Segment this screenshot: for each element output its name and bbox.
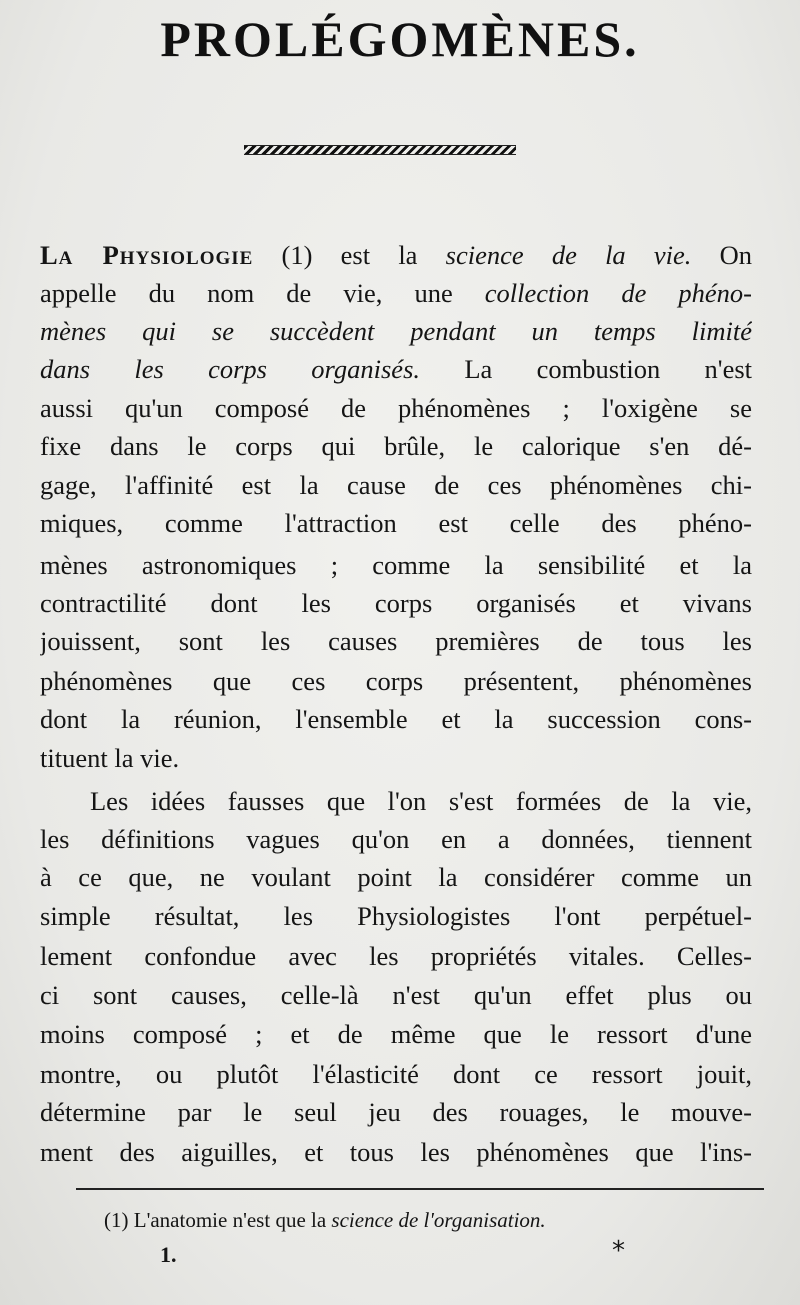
text-run-italic: science de la vie.	[445, 240, 692, 270]
text-run: On	[691, 240, 752, 270]
text-line: ment des aiguilles, et tous les phénomènes que l'ins-	[40, 1137, 752, 1167]
text-line: détermine par le seul jeu des rouages, le mouve-	[40, 1097, 752, 1127]
text-line: jouissent, sont les causes premières de tous les	[40, 626, 752, 656]
text-line: simple résultat, les Physiologistes l'ont perpétuel-	[40, 901, 752, 931]
text-line: montre, ou plutôt l'élasticité dont ce ressort jouit,	[40, 1059, 752, 1089]
footnote-text-italic: science de l'organisation.	[331, 1208, 546, 1232]
text-run-italic: collection de phéno-	[484, 278, 752, 308]
text-run: (1) est la	[253, 240, 446, 270]
footnote-marker: (1)	[104, 1208, 129, 1232]
text-line: miques, comme l'attraction est celle des phéno-	[40, 508, 752, 538]
signature-mark: 1.	[160, 1242, 177, 1267]
footnote	[104, 1204, 724, 1236]
text-line	[40, 236, 752, 274]
text-line: fixe dans le corps qui brûle, le calorique s'en dé-	[40, 431, 752, 461]
text-line	[40, 274, 752, 312]
text-line: aussi qu'un composé de phénomènes ; l'oxigène se	[40, 393, 752, 423]
ornamental-rule	[244, 145, 516, 155]
text-line: mènes astronomiques ; comme la sensibilité et la	[40, 550, 752, 580]
text-line: les définitions vagues qu'on en a données, tiennent	[40, 824, 752, 854]
page-title: PROLÉGOMÈNES.	[160, 11, 640, 67]
text-line	[40, 350, 752, 388]
text-line: moins composé ; et de même que le ressort d'une	[40, 1019, 752, 1049]
text-line: Les idées fausses que l'on s'est formées de la vie,	[90, 786, 752, 816]
text-line: mènes qui se succèdent pendant un temps limité	[40, 316, 752, 346]
text-line: à ce que, ne voulant point la considérer comme un	[40, 862, 752, 892]
text-line: gage, l'affinité est la cause de ces phénomènes chi-	[40, 470, 752, 500]
text-line: ci sont causes, celle-là n'est qu'un effet plus ou	[40, 980, 752, 1010]
text-line: phénomènes que ces corps présentent, phénomènes	[40, 666, 752, 696]
signature-star: *	[612, 1236, 625, 1266]
text-run: La combustion n'est	[420, 354, 752, 384]
text-line: dont la réunion, l'ensemble et la succession cons-	[40, 704, 752, 734]
drop-word: La Physiologie	[40, 240, 254, 270]
text-run: appelle du nom de vie, une	[40, 278, 485, 308]
footnote-rule	[76, 1188, 764, 1190]
text-run-italic: dans les corps organisés.	[40, 354, 421, 384]
text-line: contractilité dont les corps organisés et vivans	[40, 588, 752, 618]
text-line: tituent la vie.	[40, 743, 180, 773]
text-line: lement confondue avec les propriétés vitales. Celles-	[40, 941, 752, 971]
footnote-text: L'anatomie n'est que la	[128, 1208, 332, 1232]
